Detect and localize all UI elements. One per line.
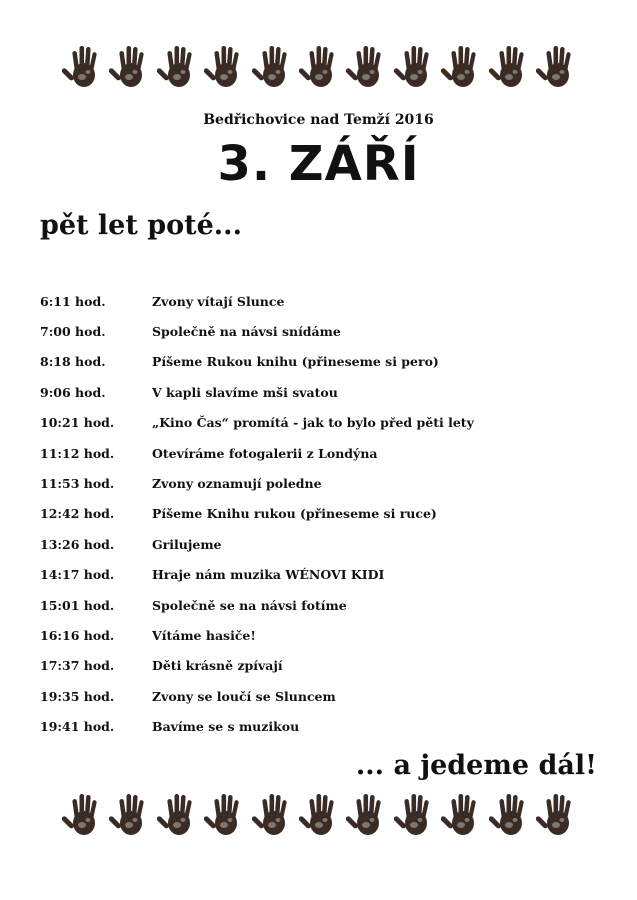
handprint-icon: [489, 789, 531, 839]
schedule-row: [40, 347, 600, 377]
schedule-row: [40, 438, 600, 468]
schedule-event: Hraje nám muzika WÉNOVI KIDI: [152, 567, 385, 583]
schedule-time: 11:12 hod.: [40, 445, 115, 461]
schedule-time: 7:00 hod.: [40, 324, 106, 340]
schedule-time: 17:37 hod.: [40, 658, 115, 674]
schedule-time: 10:21 hod.: [40, 415, 115, 431]
handprint-icon: [346, 789, 388, 839]
handprint-icon: [252, 789, 294, 839]
closing-text: ... a jedeme dál!: [355, 750, 597, 781]
schedule-event: Zvony vítají Slunce: [152, 293, 285, 309]
schedule-event: Grilujeme: [152, 536, 222, 552]
handprint-row-bottom: [62, 786, 578, 842]
schedule-time: 11:53 hod.: [40, 476, 115, 492]
schedule-event: Děti krásně zpívají: [152, 658, 283, 674]
schedule-event: Zvony oznamují poledne: [152, 476, 322, 492]
handprint-icon: [157, 41, 199, 91]
schedule-list: [40, 286, 600, 742]
schedule-event: Společně na návsi snídáme: [152, 324, 341, 340]
schedule-event: Zvony se loučí se Sluncem: [152, 688, 336, 704]
schedule-event: Píšeme Rukou knihu (přineseme si pero): [152, 354, 439, 370]
handprint-icon: [109, 41, 151, 91]
handprint-icon: [62, 41, 104, 91]
schedule-time: 12:42 hod.: [40, 506, 115, 522]
schedule-row: [40, 468, 600, 498]
schedule-time: 8:18 hod.: [40, 354, 106, 370]
handprint-icon: [441, 789, 483, 839]
schedule-time: 19:35 hod.: [40, 688, 115, 704]
schedule-row: [40, 316, 600, 346]
handprint-icon: [62, 789, 104, 839]
page-title: 3. ZÁŘÍ: [217, 136, 420, 192]
schedule-row: [40, 560, 600, 590]
schedule-row: [40, 681, 600, 711]
schedule-row: [40, 408, 600, 438]
event-subtitle: Bedřichovice nad Temží 2016: [203, 112, 434, 128]
schedule-event: Společně se na návsi fotíme: [152, 597, 347, 613]
schedule-time: 16:16 hod.: [40, 627, 115, 643]
tagline: pět let poté...: [40, 210, 242, 241]
schedule-row: [40, 711, 600, 741]
schedule-row: [40, 499, 600, 529]
handprint-icon: [204, 789, 246, 839]
schedule-time: 6:11 hod.: [40, 293, 106, 309]
schedule-event: V kapli slavíme mši svatou: [152, 384, 338, 400]
schedule-row: [40, 590, 600, 620]
schedule-row: [40, 651, 600, 681]
handprint-icon: [204, 41, 246, 91]
schedule-time: 9:06 hod.: [40, 384, 106, 400]
schedule-event: Píšeme Knihu rukou (přineseme si ruce): [152, 506, 437, 522]
schedule-event: „Kino Čas“ promítá - jak to bylo před pěti lety: [152, 415, 474, 431]
handprint-icon: [489, 41, 531, 91]
schedule-event: Bavíme se s muzikou: [152, 719, 300, 735]
schedule-time: 15:01 hod.: [40, 597, 115, 613]
schedule-time: 19:41 hod.: [40, 719, 115, 735]
handprint-icon: [536, 789, 578, 839]
handprint-icon: [394, 789, 436, 839]
handprint-icon: [109, 789, 151, 839]
handprint-row-top: [62, 38, 578, 94]
handprint-icon: [394, 41, 436, 91]
handprint-icon: [252, 41, 294, 91]
handprint-icon: [536, 41, 578, 91]
schedule-event: Vítáme hasiče!: [152, 627, 256, 643]
handprint-icon: [441, 41, 483, 91]
schedule-event: Otevíráme fotogalerii z Londýna: [152, 445, 378, 461]
schedule-time: 13:26 hod.: [40, 536, 115, 552]
schedule-row: [40, 377, 600, 407]
handprint-icon: [299, 41, 341, 91]
handprint-icon: [157, 789, 199, 839]
schedule-row: [40, 286, 600, 316]
schedule-row: [40, 620, 600, 650]
handprint-icon: [346, 41, 388, 91]
schedule-row: [40, 529, 600, 559]
handprint-icon: [299, 789, 341, 839]
schedule-time: 14:17 hod.: [40, 567, 115, 583]
